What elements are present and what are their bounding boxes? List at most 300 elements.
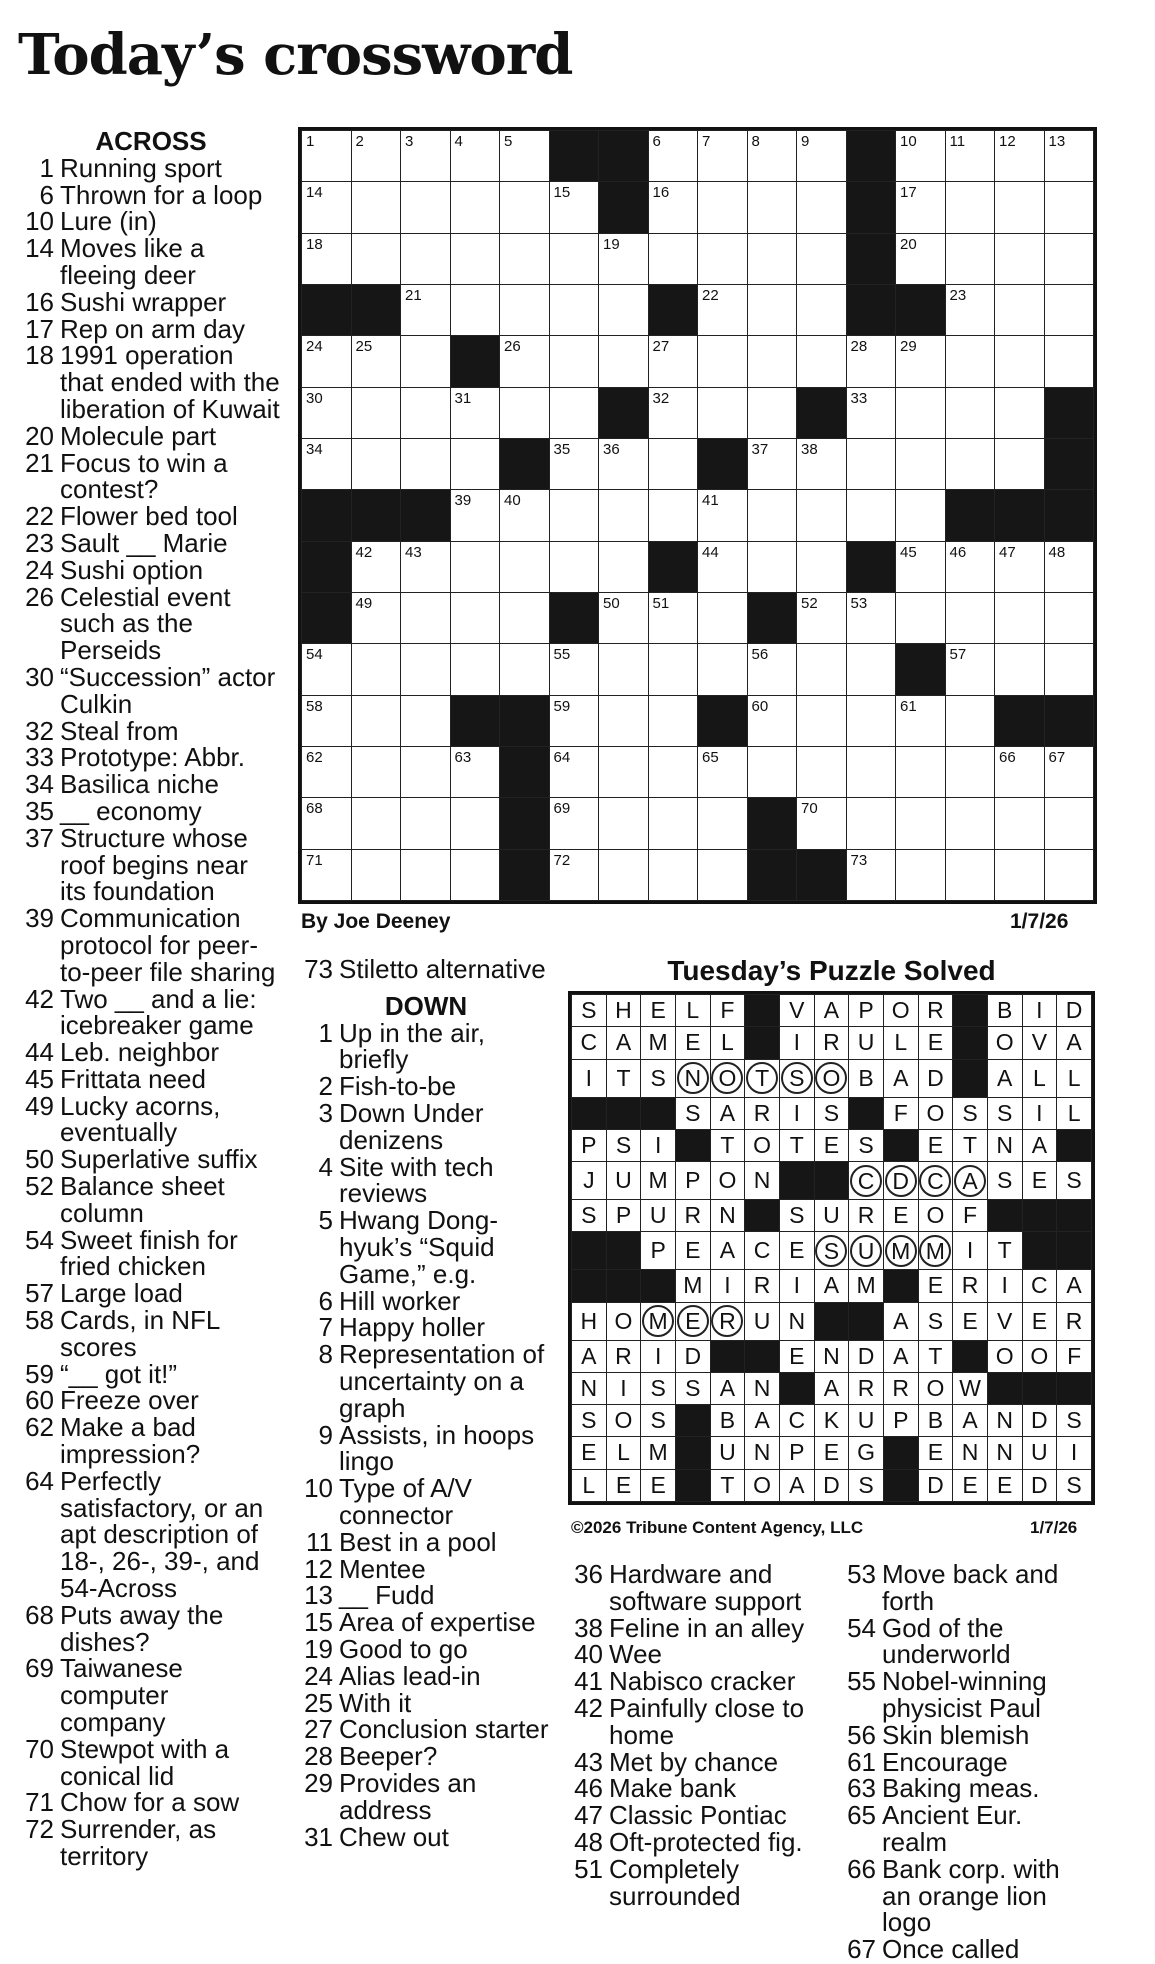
grid-cell[interactable] (698, 644, 748, 695)
across-clue[interactable] (22, 1816, 280, 1870)
across-clue[interactable] (22, 1599, 280, 1657)
grid-cell[interactable] (401, 644, 451, 695)
grid-cell[interactable] (995, 336, 1045, 387)
across-clue[interactable] (22, 1307, 280, 1361)
grid-cell[interactable] (846, 490, 896, 541)
across-clue[interactable] (22, 527, 280, 558)
grid-cell[interactable] (698, 592, 748, 643)
grid-cell[interactable] (698, 182, 748, 233)
solution-cell: F (1057, 1340, 1092, 1372)
grid-cell[interactable] (995, 131, 1045, 182)
solution-block (641, 1270, 676, 1302)
grid-cell[interactable] (945, 644, 995, 695)
grid-cell[interactable] (599, 541, 649, 592)
grid-cell[interactable] (995, 284, 1045, 335)
grid-cell[interactable] (698, 798, 748, 849)
across-clue[interactable] (22, 1280, 280, 1307)
down-clue[interactable] (301, 1207, 551, 1287)
grid-cell[interactable] (846, 849, 896, 900)
grid-cell[interactable] (450, 438, 500, 489)
grid-cell[interactable] (698, 387, 748, 438)
down-clue[interactable] (301, 1017, 551, 1075)
down-clue[interactable] (571, 1802, 839, 1829)
across-clue[interactable] (22, 1063, 280, 1094)
grid-cell[interactable] (648, 849, 698, 900)
grid-cell[interactable] (1044, 592, 1094, 643)
grid-cell[interactable] (450, 592, 500, 643)
grid-cell[interactable] (797, 336, 847, 387)
grid-cell[interactable] (1044, 644, 1094, 695)
grid-cell[interactable] (500, 644, 550, 695)
grid-cell[interactable] (747, 746, 797, 797)
across-clue[interactable] (22, 983, 280, 1041)
grid-cell[interactable] (549, 695, 599, 746)
across-clue[interactable] (22, 1090, 280, 1148)
solution-cell: T (779, 1129, 814, 1161)
across-clue[interactable] (22, 795, 280, 826)
grid-cell[interactable] (401, 182, 451, 233)
grid-cell[interactable] (698, 490, 748, 541)
down-clue[interactable] (844, 1746, 1094, 1777)
down-clue[interactable] (301, 1419, 551, 1477)
grid-cell[interactable] (450, 490, 500, 541)
grid-cell[interactable] (797, 541, 847, 592)
down-clue[interactable] (301, 1660, 551, 1691)
solution-cell: L (1057, 1097, 1092, 1129)
grid-cell[interactable] (450, 387, 500, 438)
grid-cell[interactable] (549, 798, 599, 849)
grid-cell[interactable] (945, 438, 995, 489)
down-clue[interactable] (571, 1853, 839, 1911)
grid-cell[interactable] (945, 182, 995, 233)
across-clue[interactable] (22, 208, 280, 235)
grid-cell[interactable] (599, 438, 649, 489)
grid-cell[interactable] (896, 592, 946, 643)
solution-cell: O (918, 1372, 953, 1404)
grid-cell[interactable] (500, 541, 550, 592)
grid-cell[interactable] (351, 182, 401, 233)
grid-cell[interactable] (747, 695, 797, 746)
grid-cell[interactable] (846, 336, 896, 387)
down-clue[interactable] (571, 1561, 839, 1615)
grid-cell[interactable] (351, 798, 401, 849)
grid-cell[interactable] (747, 182, 797, 233)
grid-cell[interactable] (995, 387, 1045, 438)
grid-cell[interactable] (302, 182, 352, 233)
grid-cell[interactable] (945, 284, 995, 335)
grid-cell[interactable] (500, 233, 550, 284)
grid-cell[interactable] (846, 644, 896, 695)
clue-number: 52 (25, 1171, 54, 1202)
grid-cell[interactable] (401, 131, 451, 182)
crossword-grid[interactable] (301, 130, 1094, 901)
down-clue[interactable] (844, 1719, 1094, 1750)
grid-cell[interactable] (401, 336, 451, 387)
grid-cell[interactable] (945, 849, 995, 900)
grid-cell[interactable] (500, 387, 550, 438)
grid-cell[interactable] (846, 798, 896, 849)
grid-cell[interactable] (599, 284, 649, 335)
grid-cell[interactable] (351, 592, 401, 643)
solution-cell: O (918, 1200, 953, 1232)
across-clue[interactable] (22, 235, 280, 289)
grid-cell[interactable] (1044, 746, 1094, 797)
down-clue[interactable] (301, 1553, 551, 1584)
clue-text: Communication protocol for peer-to-peer file sharing (60, 903, 276, 987)
grid-cell[interactable] (302, 695, 352, 746)
cell-number: 63 (454, 748, 472, 766)
down-clue[interactable] (844, 1802, 1094, 1856)
grid-cell[interactable] (302, 336, 352, 387)
grid-cell[interactable] (698, 336, 748, 387)
grid-cell[interactable] (1044, 233, 1094, 284)
grid-cell[interactable] (648, 644, 698, 695)
grid-cell[interactable] (945, 387, 995, 438)
grid-cell[interactable] (648, 798, 698, 849)
grid-cell[interactable] (945, 541, 995, 592)
down-clue[interactable] (571, 1612, 839, 1643)
grid-cell[interactable] (648, 233, 698, 284)
grid-cell[interactable] (896, 798, 946, 849)
grid-cell[interactable] (896, 336, 946, 387)
grid-cell[interactable] (549, 541, 599, 592)
grid-cell[interactable] (302, 438, 352, 489)
grid-cell[interactable] (302, 746, 352, 797)
grid-cell[interactable] (549, 746, 599, 797)
down-clue[interactable] (301, 1475, 551, 1529)
solution-cell (710, 1302, 745, 1340)
across-clue[interactable] (22, 771, 280, 798)
grid-cell[interactable] (648, 592, 698, 643)
across-clue[interactable] (22, 581, 280, 666)
grid-cell[interactable] (302, 849, 352, 900)
grid-cell[interactable] (698, 849, 748, 900)
grid-cell[interactable] (648, 131, 698, 182)
down-clue[interactable] (301, 1767, 551, 1825)
grid-cell[interactable] (995, 644, 1045, 695)
grid-cell[interactable] (500, 131, 550, 182)
across-clue[interactable] (22, 313, 280, 344)
down-clue[interactable] (844, 1936, 1094, 1963)
grid-cell[interactable] (401, 695, 451, 746)
across-clue[interactable] (22, 1653, 280, 1738)
grid-cell[interactable] (648, 336, 698, 387)
grid-cell[interactable] (945, 592, 995, 643)
grid-cell[interactable] (995, 746, 1045, 797)
grid-cell[interactable] (797, 284, 847, 335)
across-clue[interactable] (301, 956, 551, 983)
down-clue[interactable] (844, 1668, 1094, 1722)
grid-cell[interactable] (747, 438, 797, 489)
grid-cell[interactable] (599, 695, 649, 746)
grid-cell[interactable] (747, 644, 797, 695)
grid-cell[interactable] (797, 592, 847, 643)
across-clue[interactable] (22, 661, 280, 719)
down-clue[interactable] (571, 1668, 839, 1695)
across-clue[interactable] (22, 179, 280, 210)
grid-cell[interactable] (846, 695, 896, 746)
grid-cell[interactable] (797, 131, 847, 182)
solution-cell: A (987, 1059, 1022, 1097)
down-clue[interactable] (301, 1582, 551, 1609)
grid-cell[interactable] (797, 746, 847, 797)
down-clue[interactable] (301, 1285, 551, 1316)
grid-cell[interactable] (500, 592, 550, 643)
grid-cell[interactable] (747, 336, 797, 387)
across-clue[interactable] (22, 1414, 280, 1468)
grid-cell[interactable] (995, 233, 1045, 284)
across-clue[interactable] (22, 342, 280, 422)
grid-cell[interactable] (797, 798, 847, 849)
grid-cell[interactable] (351, 131, 401, 182)
grid-cell[interactable] (351, 695, 401, 746)
grid-cell[interactable] (945, 798, 995, 849)
grid-cell[interactable] (500, 490, 550, 541)
across-clue[interactable] (22, 1146, 280, 1173)
grid-cell[interactable] (1044, 182, 1094, 233)
grid-cell[interactable] (549, 182, 599, 233)
across-clue[interactable] (22, 744, 280, 771)
grid-cell[interactable] (302, 798, 352, 849)
grid-cell[interactable] (945, 695, 995, 746)
grid-cell[interactable] (747, 490, 797, 541)
down-clue[interactable] (844, 1561, 1094, 1615)
grid-cell[interactable] (599, 849, 649, 900)
across-clue[interactable] (22, 1173, 280, 1227)
grid-cell[interactable] (351, 541, 401, 592)
down-clue[interactable] (571, 1692, 839, 1750)
grid-cell[interactable] (698, 131, 748, 182)
down-clue[interactable] (301, 1341, 551, 1421)
down-clue[interactable] (571, 1746, 839, 1777)
grid-cell[interactable] (648, 695, 698, 746)
grid-cell[interactable] (995, 541, 1045, 592)
across-clue[interactable] (22, 1387, 280, 1414)
grid-cell[interactable] (797, 644, 847, 695)
grid-cell[interactable] (599, 798, 649, 849)
grid-cell[interactable] (549, 336, 599, 387)
grid-cell[interactable] (995, 438, 1045, 489)
grid-cell[interactable] (648, 490, 698, 541)
across-clue[interactable] (22, 420, 280, 451)
grid-cell[interactable] (896, 746, 946, 797)
down-clue[interactable] (301, 1073, 551, 1100)
grid-cell[interactable] (797, 695, 847, 746)
grid-cell[interactable] (698, 541, 748, 592)
grid-cell[interactable] (797, 182, 847, 233)
grid-cell[interactable] (549, 438, 599, 489)
solution-cell: I (641, 1129, 676, 1161)
grid-cell[interactable] (549, 644, 599, 695)
down-clue[interactable] (571, 1775, 839, 1802)
grid-cell[interactable] (401, 849, 451, 900)
across-clue[interactable] (22, 554, 280, 585)
solution-block (883, 1129, 918, 1161)
grid-cell[interactable] (896, 490, 946, 541)
across-clue[interactable] (22, 905, 280, 985)
down-clue[interactable] (301, 1633, 551, 1664)
grid-cell[interactable] (995, 849, 1045, 900)
grid-cell[interactable] (549, 284, 599, 335)
across-clue[interactable] (22, 286, 280, 317)
down-clue[interactable] (301, 1821, 551, 1852)
grid-cell[interactable] (896, 695, 946, 746)
grid-cell[interactable] (599, 644, 649, 695)
grid-cell[interactable] (450, 284, 500, 335)
grid-cell[interactable] (401, 233, 451, 284)
down-clue[interactable] (844, 1853, 1094, 1938)
grid-cell[interactable] (450, 798, 500, 849)
grid-cell[interactable] (896, 438, 946, 489)
grid-cell[interactable] (797, 438, 847, 489)
grid-cell[interactable] (351, 387, 401, 438)
grid-cell[interactable] (747, 387, 797, 438)
across-clue[interactable] (22, 715, 280, 746)
grid-cell[interactable] (351, 644, 401, 695)
grid-cell[interactable] (995, 182, 1045, 233)
grid-cell[interactable] (846, 438, 896, 489)
clue-text: Hill worker (339, 1285, 461, 1316)
down-clue[interactable] (301, 1314, 551, 1341)
grid-cell[interactable] (698, 746, 748, 797)
grid-cell[interactable] (896, 182, 946, 233)
grid-cell[interactable] (302, 387, 352, 438)
down-clue[interactable] (301, 1743, 551, 1770)
grid-cell[interactable] (302, 644, 352, 695)
grid-cell[interactable] (401, 387, 451, 438)
down-clue[interactable] (844, 1612, 1094, 1670)
grid-cell[interactable] (1044, 849, 1094, 900)
grid-cell[interactable] (1044, 798, 1094, 849)
grid-cell[interactable] (500, 336, 550, 387)
grid-cell[interactable] (351, 336, 401, 387)
grid-cell[interactable] (302, 233, 352, 284)
down-clues-column (301, 956, 551, 1850)
grid-cell[interactable] (896, 387, 946, 438)
across-clue[interactable] (22, 503, 280, 530)
grid-cell[interactable] (945, 746, 995, 797)
grid-cell[interactable] (401, 798, 451, 849)
grid-cell[interactable] (747, 284, 797, 335)
clue-number: 68 (25, 1599, 54, 1630)
grid-cell[interactable] (797, 490, 847, 541)
grid-cell[interactable] (1044, 336, 1094, 387)
clue-text: Lucky acorns, eventually (60, 1090, 221, 1148)
grid-cell[interactable] (1044, 284, 1094, 335)
grid-cell[interactable] (648, 746, 698, 797)
grid-cell[interactable] (549, 233, 599, 284)
grid-cell[interactable] (747, 541, 797, 592)
grid-cell[interactable] (549, 387, 599, 438)
page-title: Today’s crossword (18, 22, 573, 88)
grid-cell[interactable] (450, 233, 500, 284)
grid-cell[interactable] (846, 746, 896, 797)
solution-cell: P (883, 1405, 918, 1437)
grid-cell[interactable] (401, 284, 451, 335)
grid-cell[interactable] (351, 233, 401, 284)
grid-cell[interactable] (549, 849, 599, 900)
grid-cell[interactable] (450, 849, 500, 900)
down-clue[interactable] (301, 1097, 551, 1155)
grid-cell[interactable] (450, 644, 500, 695)
grid-cell[interactable] (500, 284, 550, 335)
solution-cell: E (918, 1437, 953, 1469)
grid-cell[interactable] (450, 182, 500, 233)
grid-cell[interactable] (846, 387, 896, 438)
grid-cell[interactable] (401, 541, 451, 592)
down-clue[interactable] (571, 1826, 839, 1857)
across-clue[interactable] (22, 1358, 280, 1389)
grid-cell[interactable] (896, 849, 946, 900)
grid-cell[interactable] (945, 131, 995, 182)
across-clue[interactable] (22, 822, 280, 907)
across-clue[interactable] (22, 1733, 280, 1791)
grid-cell[interactable] (1044, 541, 1094, 592)
grid-cell[interactable] (1044, 131, 1094, 182)
grid-cell[interactable] (599, 490, 649, 541)
grid-cell[interactable] (450, 131, 500, 182)
grid-cell[interactable] (995, 798, 1045, 849)
grid-cell[interactable] (351, 438, 401, 489)
grid-cell[interactable] (747, 131, 797, 182)
grid-cell[interactable] (500, 182, 550, 233)
grid-cell[interactable] (846, 592, 896, 643)
grid-cell[interactable] (351, 849, 401, 900)
grid-cell[interactable] (896, 131, 946, 182)
across-clue[interactable] (22, 1465, 280, 1604)
grid-cell[interactable] (648, 438, 698, 489)
grid-cell[interactable] (797, 233, 847, 284)
grid-cell[interactable] (401, 438, 451, 489)
cell-number: 65 (702, 748, 719, 766)
down-clue[interactable] (301, 1687, 551, 1718)
solution-block (987, 1200, 1022, 1232)
down-clue[interactable] (301, 1609, 551, 1636)
across-clue[interactable] (22, 1039, 280, 1066)
grid-cell[interactable] (401, 592, 451, 643)
down-clue[interactable] (571, 1641, 839, 1668)
grid-cell[interactable] (648, 182, 698, 233)
grid-cell[interactable] (995, 592, 1045, 643)
grid-cell[interactable] (351, 746, 401, 797)
grid-cell[interactable] (450, 746, 500, 797)
down-clue[interactable] (301, 1151, 551, 1209)
grid-cell[interactable] (648, 387, 698, 438)
down-clue[interactable] (301, 1716, 551, 1743)
grid-cell[interactable] (599, 336, 649, 387)
across-clue[interactable] (22, 1224, 280, 1282)
grid-cell[interactable] (599, 592, 649, 643)
grid-cell[interactable] (896, 541, 946, 592)
grid-cell[interactable] (599, 746, 649, 797)
grid-cell[interactable] (945, 336, 995, 387)
grid-cell[interactable] (698, 284, 748, 335)
grid-cell[interactable] (698, 233, 748, 284)
down-clue[interactable] (844, 1775, 1094, 1802)
grid-cell[interactable] (747, 233, 797, 284)
grid-cell[interactable] (302, 131, 352, 182)
grid-cell[interactable] (896, 233, 946, 284)
across-clue[interactable] (22, 1789, 280, 1816)
grid-cell[interactable] (450, 541, 500, 592)
down-clue[interactable] (301, 1526, 551, 1557)
grid-cell[interactable] (945, 233, 995, 284)
grid-cell[interactable] (599, 233, 649, 284)
across-clue[interactable] (22, 152, 280, 183)
grid-cell[interactable] (549, 490, 599, 541)
across-clue[interactable] (22, 447, 280, 505)
grid-cell[interactable] (401, 746, 451, 797)
